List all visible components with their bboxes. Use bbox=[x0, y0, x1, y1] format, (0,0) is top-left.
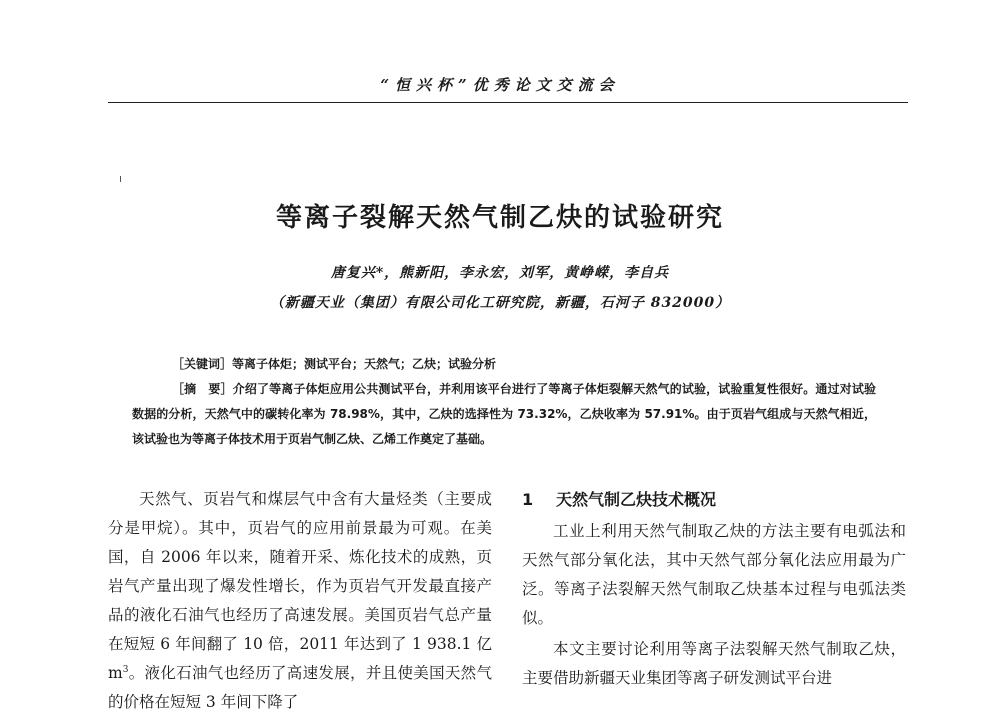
abstract-label: ［摘 要］ bbox=[172, 382, 233, 396]
section-number: 1 bbox=[522, 490, 534, 509]
intro-text-part1: 天然气、页岩气和煤层气中含有大量烃类（主要成分是甲烷）。其中，页岩气的应用前景最为可观。在美国，自 2006 年以来，随着开采、炼化技术的成熟，页岩气产量出现了爆发性增长，作为页岩气开发最直接产品的液化石油气也经历了高速发展。美国页岩气总产量在短短 6 年间翻了 10 倍，2011 年达到了 1 938.1 亿 m bbox=[108, 490, 492, 682]
left-column bbox=[108, 485, 492, 719]
section-paragraph-1: 工业上利用天然气制取乙炔的方法主要有电弧法和天然气部分氧化法，其中天然气部分氧化法应用最为广泛。等离子法裂解天然气制取乙炔基本过程与电弧法类似。 bbox=[522, 522, 906, 627]
running-header: “恒兴杯”优秀论文交流会 bbox=[380, 76, 620, 94]
section-title: 天然气制乙炔技术概况 bbox=[556, 490, 717, 509]
header-rule bbox=[108, 102, 908, 103]
section-heading bbox=[522, 485, 906, 515]
intro-paragraph bbox=[108, 485, 492, 717]
keywords-text: 等离子体炬；测试平台；天然气；乙炔；试验分析 bbox=[232, 357, 497, 371]
right-column bbox=[522, 485, 906, 695]
keywords-label: ［关键词］ bbox=[172, 357, 233, 371]
abstract-text: 介绍了等离子体炬应用公共测试平台，并利用该平台进行了等离子体炬裂解天然气的试验，试验重复性很好。通过对试验数据的分析，天然气中的碳转化率为 78.98%，其中，乙炔的选择性为 73.32%，乙炔收率为 57.91%。由于页岩气组成与天然气相近，该试验也为等离子体技术用于页岩气制乙炔、乙烯工作奠定了基础。 bbox=[132, 382, 876, 446]
intro-text-part2: 。液化石油气也经历了高速发展，并且使美国天然气的价格在短短 3 年间下降了 bbox=[108, 664, 492, 711]
paper-title: 等离子裂解天然气制乙炔的试验研究 bbox=[275, 203, 724, 233]
author-list: 唐复兴*，熊新阳，李永宏，刘军，黄峥嵘，李自兵 bbox=[330, 265, 670, 281]
affiliation: （新疆天业（集团）有限公司化工研究院，新疆，石河子 832000） bbox=[269, 295, 731, 311]
keywords-line bbox=[132, 352, 876, 377]
scan-mark bbox=[120, 176, 121, 182]
section-paragraph-2: 本文主要讨论利用等离子法裂解天然气制取乙炔，主要借助新疆天业集团等离子研发测试平台进 bbox=[522, 640, 906, 687]
unit-superscript: 3 bbox=[122, 664, 129, 675]
abstract-block bbox=[132, 352, 876, 452]
abstract-paragraph bbox=[132, 377, 876, 452]
